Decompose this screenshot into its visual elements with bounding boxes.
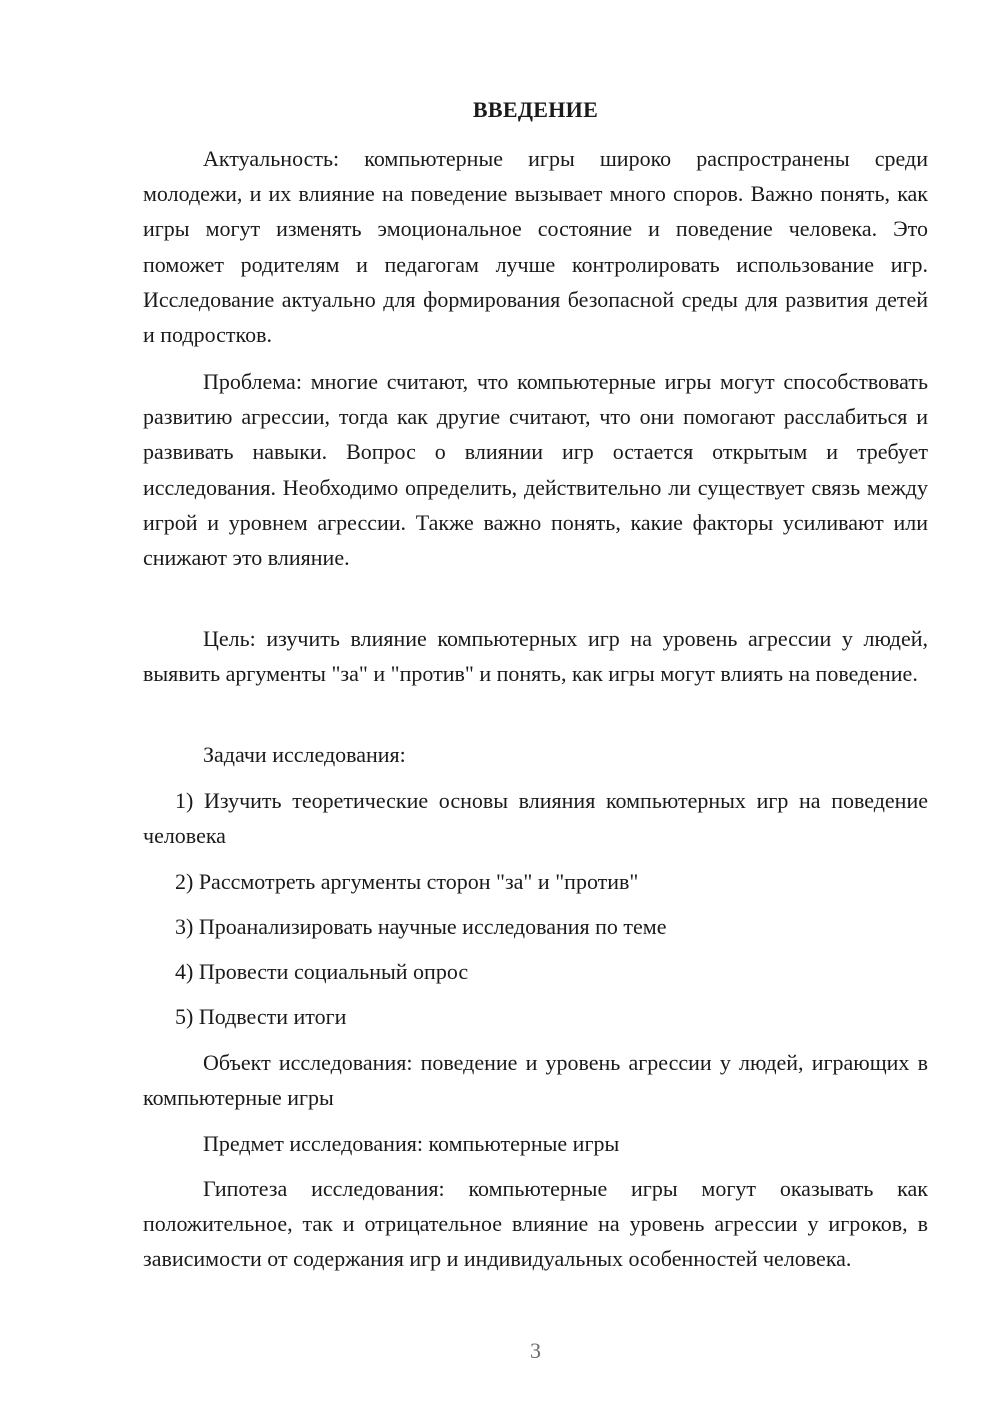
task-item: 5) Подвести итоги [175,1004,347,1029]
task-item: 4) Провести социальный опрос [175,959,469,984]
relevance-paragraph: Актуальность: компьютерные игры широко распространены среди молодежи, и их влияние на поведение вызывает много споров. Важно понять, как игры могут изменять эмоциональное состояние и поведение человека. Это поможет родителям и педагогам лучше контролировать использование игр. Исследование актуально для формирования безопасной среды для развития детей и подростков. [143,146,928,348]
document-page [143,0,928,1414]
tasks-heading: Задачи исследования: [203,742,406,767]
object-paragraph: Объект исследования: поведение и уровень агрессии у людей, играющих в компьютерные игры [143,1050,928,1111]
section-title: ВВЕДЕНИЕ [472,97,599,122]
task-item: 1) Изучить теоретические основы влияния компьютерных игр на поведение человека [143,788,928,849]
task-item: 3) Проанализировать научные исследования по теме [175,914,667,939]
page-number: 3 [530,1338,541,1363]
goal-paragraph: Цель: изучить влияние компьютерных игр на уровень агрессии у людей, выявить аргументы "за" и "против" и понять, как игры могут влиять на поведение. [143,626,928,687]
hypothesis-paragraph: Гипотеза исследования: компьютерные игры могут оказывать как положительное, так и отрицательное влияние на уровень агрессии у игроков, в зависимости от содержания игр и индивидуальных особенностей человека. [143,1176,928,1272]
problem-paragraph: Проблема: многие считают, что компьютерные игры могут способствовать развитию агрессии, тогда как другие считают, что они помогают расслабиться и развивать навыки. Вопрос о влиянии игр остается открытым и требует исследования. Необходимо определить, действительно ли существует связь между игрой и уровнем агрессии. Также важно понять, какие факторы усиливают или снижают это влияние. [143,369,928,571]
task-item: 2) Рассмотреть аргументы сторон "за" и "против" [175,869,639,894]
subject-paragraph: Предмет исследования: компьютерные игры [203,1131,620,1156]
